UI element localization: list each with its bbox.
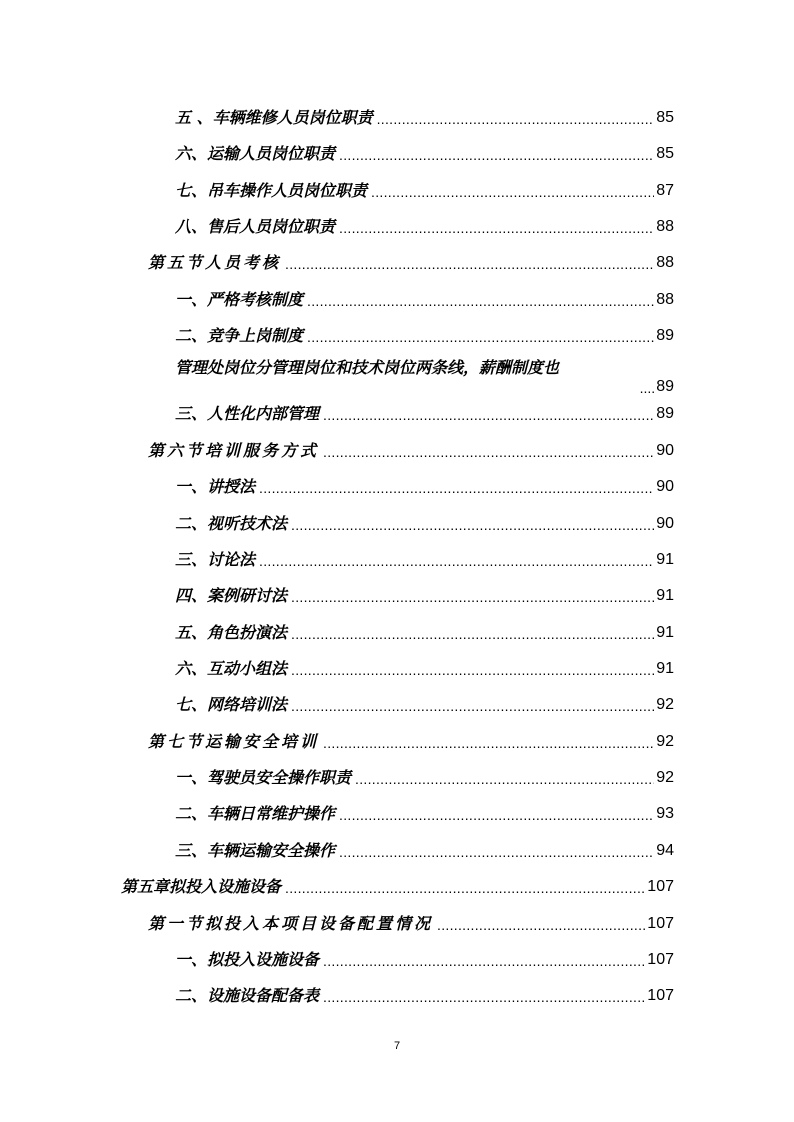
toc-entry-page: 94 — [656, 842, 674, 859]
toc-entry-title: 二、视听技术法 — [175, 514, 288, 533]
toc-entry-strict-assessment[interactable] — [175, 286, 674, 310]
toc-entry-title: 三、车辆运输安全操作 — [175, 841, 336, 860]
toc-entry-page: 91 — [656, 624, 674, 641]
toc-entry-role-play-method[interactable] — [175, 619, 674, 643]
toc-entry-page: 90 — [656, 515, 674, 532]
dot-leader — [323, 404, 654, 424]
toc-entry-title: 二、设施设备配备表 — [175, 986, 320, 1005]
dot-leader — [339, 217, 654, 237]
toc-entry-title: 管理处岗位分管理岗位和技术岗位两条线，薪酬制度也 — [175, 358, 560, 377]
dot-leader — [339, 841, 654, 861]
dot-leader — [323, 950, 645, 970]
toc-entry-equipment-table[interactable] — [175, 982, 674, 1006]
toc-entry-crane-operator-duties[interactable] — [175, 177, 674, 201]
toc-section-equipment-configuration[interactable] — [148, 910, 674, 934]
dot-leader — [285, 253, 654, 273]
toc-entry-title: 一、严格考核制度 — [175, 290, 304, 309]
toc-entry-page: 90 — [656, 478, 674, 495]
toc-entry-title: 三、讨论法 — [175, 550, 256, 569]
dot-leader — [339, 804, 654, 824]
toc-entry-page: 89 — [656, 405, 674, 422]
toc-entry-title: 五 、车辆维修人员岗位职责 — [175, 108, 373, 127]
dot-leader — [291, 514, 654, 534]
toc-entry-after-sales-duties[interactable] — [175, 213, 674, 237]
toc-section-title: 第六节培训服务方式 — [148, 441, 320, 460]
toc-entry-page: 88 — [656, 254, 674, 271]
dot-leader — [377, 108, 655, 128]
toc-entry-title: 四、案例研讨法 — [175, 586, 288, 605]
toc-entry-page: 91 — [656, 660, 674, 677]
toc-entry-title: 七、吊车操作人员岗位职责 — [175, 181, 368, 200]
toc-entry-page: 92 — [656, 769, 674, 786]
dot-leader — [371, 181, 654, 201]
dot-leader — [291, 623, 654, 643]
toc-entry-humane-management[interactable] — [175, 400, 674, 424]
toc-entry-post-management[interactable] — [175, 357, 674, 397]
toc-entry-vehicle-maintenance-duties[interactable] — [175, 104, 674, 128]
dot-leader — [291, 695, 654, 715]
toc-chapter-planned-equipment[interactable] — [121, 873, 674, 897]
toc-entry-page: 107 — [647, 987, 674, 1004]
dot-leader — [259, 550, 654, 570]
dot-leader — [323, 441, 654, 461]
toc-entry-page: 93 — [656, 805, 674, 822]
dot-leader — [291, 586, 654, 606]
dot-leader — [339, 144, 654, 164]
toc-entry-competitive-posts[interactable] — [175, 322, 674, 346]
toc-entry-page: 89 — [656, 378, 674, 395]
toc-entry-title: 六、互动小组法 — [175, 659, 288, 678]
toc-entry-page: 91 — [656, 587, 674, 604]
toc-entry-page: 91 — [656, 551, 674, 568]
toc-section-training-methods[interactable] — [148, 437, 674, 461]
toc-section-title: 第五节人员考核 — [148, 253, 282, 272]
toc-entry-daily-vehicle-maintenance[interactable] — [175, 800, 674, 824]
toc-entry-group-interaction-method[interactable] — [175, 655, 674, 679]
toc-entry-title: 一、拟投入设施设备 — [175, 950, 320, 969]
dot-leader — [285, 877, 645, 897]
toc-entry-page: 88 — [656, 218, 674, 235]
toc-section-transport-safety-training[interactable] — [148, 728, 674, 752]
dot-leader — [291, 659, 654, 679]
toc-entry-page: 107 — [647, 915, 674, 932]
toc-entry-transport-staff-duties[interactable] — [175, 140, 674, 164]
toc-entry-title: 一、驾驶员安全操作职责 — [175, 768, 352, 787]
toc-entry-title: 六、运输人员岗位职责 — [175, 144, 336, 163]
toc-entry-title: 七、网络培训法 — [175, 695, 288, 714]
toc-entry-driver-safety-duties[interactable] — [175, 764, 674, 788]
toc-entry-page: 87 — [656, 182, 674, 199]
toc-entry-page: 88 — [656, 291, 674, 308]
toc-chapter-title: 第五章拟投入设施设备 — [121, 877, 282, 896]
toc-entry-vehicle-transport-safety[interactable] — [175, 837, 674, 861]
dot-leader — [259, 477, 654, 497]
toc-entry-page: 107 — [647, 878, 674, 895]
toc-entry-page: 92 — [656, 733, 674, 750]
toc-entry-page: 92 — [656, 696, 674, 713]
toc-entry-planned-facilities[interactable] — [175, 946, 674, 970]
page-number: 7 — [393, 1040, 401, 1052]
toc-entry-lecture-method[interactable] — [175, 473, 674, 497]
toc-entry-audiovisual-method[interactable] — [175, 510, 674, 534]
dot-leader — [355, 768, 654, 788]
toc-entry-page: 89 — [656, 327, 674, 344]
dot-leader: .... — [639, 380, 656, 396]
toc-entry-title: 八、售后人员岗位职责 — [175, 217, 336, 236]
toc-entry-title: 二、竞争上岗制度 — [175, 326, 304, 345]
toc-section-personnel-assessment[interactable] — [148, 249, 674, 273]
toc-entry-online-training-method[interactable] — [175, 691, 674, 715]
toc-section-title: 第七节运输安全培训 — [148, 732, 320, 751]
toc-entry-title: 五、角色扮演法 — [175, 623, 288, 642]
toc-entry-page: 90 — [656, 442, 674, 459]
dot-leader — [437, 914, 645, 934]
toc-entry-title: 二、车辆日常维护操作 — [175, 804, 336, 823]
dot-leader — [323, 732, 654, 752]
dot-leader — [323, 986, 645, 1006]
toc-entry-title: 一、讲授法 — [175, 477, 256, 496]
toc-entry-discussion-method[interactable] — [175, 546, 674, 570]
toc-section-title: 第一节拟投入本项目设备配置情况 — [148, 914, 434, 933]
toc-entry-page: 85 — [656, 145, 674, 162]
dot-leader — [307, 326, 654, 346]
toc-entry-title: 三、人性化内部管理 — [175, 404, 320, 423]
toc-entry-page: 85 — [656, 109, 674, 126]
toc-entry-page: 107 — [647, 951, 674, 968]
dot-leader — [307, 290, 654, 310]
toc-entry-case-study-method[interactable] — [175, 582, 674, 606]
